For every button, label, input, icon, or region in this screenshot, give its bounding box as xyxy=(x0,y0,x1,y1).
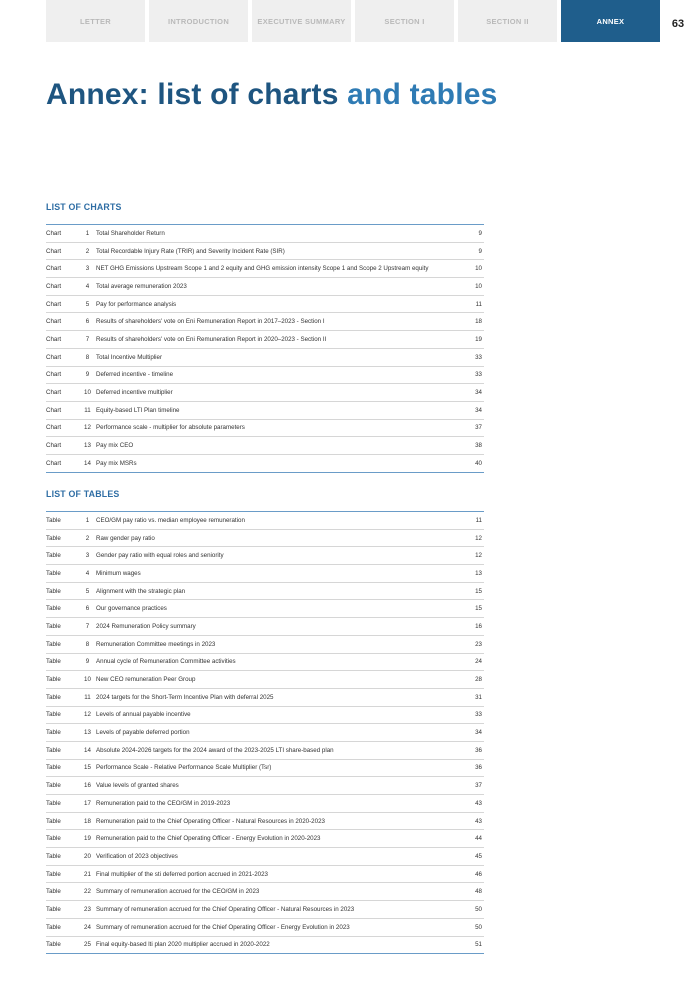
chart-list-row[interactable] xyxy=(46,402,484,420)
chart-list-row[interactable] xyxy=(46,260,484,278)
item-number: 15 xyxy=(84,764,91,772)
item-description: Results of shareholders' vote on Eni Remuneration Report in 2017–2023 - Section I xyxy=(96,318,325,326)
item-number: 25 xyxy=(84,941,91,949)
item-description: Total Recordable Injury Rate (TRIR) and Severity Incident Rate (SIR) xyxy=(96,247,285,255)
item-number: 9 xyxy=(85,371,90,379)
item-description: Final multiplier of the sti deferred portion accrued in 2021-2023 xyxy=(96,870,268,878)
item-number: 11 xyxy=(84,693,91,701)
chart-list-row[interactable] xyxy=(46,384,484,402)
item-number: 8 xyxy=(85,640,90,648)
item-page: 43 xyxy=(475,817,482,825)
item-type: Table xyxy=(46,782,61,790)
table-list-row[interactable] xyxy=(46,547,484,565)
table-list-row[interactable] xyxy=(46,600,484,618)
item-page: 12 xyxy=(475,552,482,560)
item-number: 9 xyxy=(85,658,90,666)
chart-list-row[interactable] xyxy=(46,313,484,331)
item-number: 3 xyxy=(85,265,90,273)
chart-list-row[interactable] xyxy=(46,243,484,261)
item-number: 18 xyxy=(84,817,91,825)
table-list-row[interactable] xyxy=(46,671,484,689)
item-page: 34 xyxy=(475,729,482,737)
item-number: 7 xyxy=(85,622,90,630)
item-page: 37 xyxy=(475,782,482,790)
item-description: Remuneration paid to the Chief Operating Officer - Natural Resources in 2020-2023 xyxy=(96,817,325,825)
item-type: Chart xyxy=(46,282,62,290)
table-list-row[interactable] xyxy=(46,530,484,548)
item-page: 36 xyxy=(475,764,482,772)
chart-list-row[interactable] xyxy=(46,296,484,314)
item-description: Pay mix MSRs xyxy=(96,459,137,467)
tab-section-2[interactable]: SECTION II xyxy=(458,0,557,42)
item-number: 5 xyxy=(85,587,90,595)
item-page: 9 xyxy=(478,229,482,237)
item-type: Table xyxy=(46,835,61,843)
item-page: 34 xyxy=(475,389,482,397)
item-description: Total Incentive Multiplier xyxy=(96,353,163,361)
item-type: Table xyxy=(46,941,61,949)
item-description: Results of shareholders' vote on Eni Remuneration Report in 2020–2023 - Section II xyxy=(96,335,327,343)
item-type: Table xyxy=(46,569,61,577)
item-page: 33 xyxy=(475,371,482,379)
item-description: Final equity-based lti plan 2020 multiplier accrued in 2020-2022 xyxy=(96,941,270,949)
item-description: Total average remuneration 2023 xyxy=(96,282,187,290)
item-description: Summary of remuneration accrued for the Chief Operating Officer - Natural Resources in 2023 xyxy=(96,905,355,913)
tables-heading: LIST OF TABLES xyxy=(46,489,120,499)
item-type: Table xyxy=(46,870,61,878)
item-description: Remuneration paid to the CEO/GM in 2019-2023 xyxy=(96,799,231,807)
item-page: 44 xyxy=(475,835,482,843)
page-title xyxy=(46,78,498,112)
item-description: Summary of remuneration accrued for the Chief Operating Officer - Energy Evolution in 2023 xyxy=(96,923,350,931)
item-page: 50 xyxy=(475,923,482,931)
item-number: 14 xyxy=(84,746,91,754)
item-description: Raw gender pay ratio xyxy=(96,534,155,542)
item-type: Table xyxy=(46,852,61,860)
item-number: 21 xyxy=(84,870,91,878)
item-page: 11 xyxy=(475,516,482,524)
item-page: 33 xyxy=(475,711,482,719)
item-type: Table xyxy=(46,640,61,648)
item-description: Levels of annual payable incentive xyxy=(96,711,191,719)
item-type: Table xyxy=(46,605,61,613)
table-list-row[interactable] xyxy=(46,866,484,884)
item-type: Chart xyxy=(46,424,62,432)
chart-list-row[interactable] xyxy=(46,437,484,455)
item-type: Table xyxy=(46,693,61,701)
item-description: Equity-based LTI Plan timeline xyxy=(96,406,180,414)
table-list-row[interactable] xyxy=(46,919,484,937)
item-type: Chart xyxy=(46,406,62,414)
table-list-row[interactable] xyxy=(46,813,484,831)
chart-list-row[interactable] xyxy=(46,420,484,438)
item-type: Table xyxy=(46,516,61,524)
item-type: Table xyxy=(46,658,61,666)
item-page: 50 xyxy=(475,905,482,913)
item-number: 23 xyxy=(84,905,91,913)
item-description: Annual cycle of Remuneration Committee activities xyxy=(96,658,236,666)
item-number: 4 xyxy=(85,282,90,290)
item-page: 15 xyxy=(475,587,482,595)
item-type: Table xyxy=(46,817,61,825)
table-list-row[interactable] xyxy=(46,689,484,707)
item-page: 37 xyxy=(475,424,482,432)
item-description: Absolute 2024-2026 targets for the 2024 award of the 2023-2025 LTI share-based plan xyxy=(96,746,334,754)
item-description: Pay mix CEO xyxy=(96,442,134,450)
item-page: 33 xyxy=(475,353,482,361)
chart-list-row[interactable] xyxy=(46,349,484,367)
item-page: 18 xyxy=(475,318,482,326)
item-page: 36 xyxy=(475,746,482,754)
page-number: 63 xyxy=(671,18,685,30)
section-tabs xyxy=(46,0,660,42)
item-type: Chart xyxy=(46,229,62,237)
charts-heading: LIST OF CHARTS xyxy=(46,202,122,212)
item-description: Gender pay ratio with equal roles and seniority xyxy=(96,552,224,560)
item-page: 9 xyxy=(478,247,482,255)
item-page: 43 xyxy=(475,799,482,807)
item-number: 13 xyxy=(84,729,91,737)
item-description: Minimum wages xyxy=(96,569,141,577)
item-type: Table xyxy=(46,888,61,896)
item-description: Deferred incentive - timeline xyxy=(96,371,174,379)
item-number: 16 xyxy=(84,782,91,790)
page-title-accent: and tables xyxy=(347,78,498,111)
item-type: Table xyxy=(46,676,61,684)
chart-list-row[interactable] xyxy=(46,455,484,472)
table-list-row[interactable] xyxy=(46,724,484,742)
item-page: 19 xyxy=(475,335,482,343)
charts-section xyxy=(46,200,484,473)
item-type: Chart xyxy=(46,247,62,255)
item-number: 6 xyxy=(85,318,90,326)
item-page: 10 xyxy=(475,265,482,273)
table-list-row[interactable] xyxy=(46,883,484,901)
item-type: Chart xyxy=(46,389,62,397)
item-description: Alignment with the strategic plan xyxy=(96,587,186,595)
item-description: Performance scale - multiplier for absolute parameters xyxy=(96,424,245,432)
charts-list xyxy=(46,224,484,473)
chart-list-row[interactable] xyxy=(46,278,484,296)
item-number: 5 xyxy=(85,300,90,308)
item-page: 40 xyxy=(475,459,482,467)
item-number: 3 xyxy=(85,552,90,560)
chart-list-row[interactable] xyxy=(46,367,484,385)
item-type: Table xyxy=(46,711,61,719)
item-description: 2024 Remuneration Policy summary xyxy=(96,622,196,630)
item-number: 17 xyxy=(84,799,91,807)
table-list-row[interactable] xyxy=(46,512,484,530)
item-type: Chart xyxy=(46,300,62,308)
item-description: Summary of remuneration accrued for the CEO/GM in 2023 xyxy=(96,888,260,896)
table-list-row[interactable] xyxy=(46,636,484,654)
chart-list-row[interactable] xyxy=(46,225,484,243)
item-description: 2024 targets for the Short-Term Incentive Plan with deferral 2025 xyxy=(96,693,274,701)
item-type: Table xyxy=(46,552,61,560)
item-description: Deferred incentive multiplier xyxy=(96,389,173,397)
table-list-row[interactable] xyxy=(46,618,484,636)
table-list-row[interactable] xyxy=(46,707,484,725)
item-number: 11 xyxy=(84,406,91,414)
table-list-row[interactable] xyxy=(46,830,484,848)
item-description: Remuneration Committee meetings in 2023 xyxy=(96,640,216,648)
item-type: Chart xyxy=(46,335,62,343)
item-number: 20 xyxy=(84,852,91,860)
item-number: 10 xyxy=(84,389,91,397)
item-page: 16 xyxy=(475,622,482,630)
item-description: Verification of 2023 objectives xyxy=(96,852,178,860)
item-type: Chart xyxy=(46,371,62,379)
item-page: 34 xyxy=(475,406,482,414)
tables-list xyxy=(46,511,484,954)
item-number: 24 xyxy=(84,923,91,931)
item-number: 4 xyxy=(85,569,90,577)
item-number: 7 xyxy=(85,335,90,343)
item-description: Value levels of granted shares xyxy=(96,782,179,790)
table-list-row[interactable] xyxy=(46,901,484,919)
item-type: Table xyxy=(46,799,61,807)
item-page: 23 xyxy=(475,640,482,648)
tab-executive-summary[interactable]: EXECUTIVE SUMMARY xyxy=(252,0,351,42)
table-list-row[interactable] xyxy=(46,583,484,601)
item-type: Table xyxy=(46,923,61,931)
item-type: Table xyxy=(46,622,61,630)
table-list-row[interactable] xyxy=(46,742,484,760)
item-number: 22 xyxy=(84,888,91,896)
item-number: 2 xyxy=(85,247,90,255)
item-number: 6 xyxy=(85,605,90,613)
table-list-row[interactable] xyxy=(46,777,484,795)
item-description: Pay for performance analysis xyxy=(96,300,177,308)
table-list-row[interactable] xyxy=(46,565,484,583)
item-type: Chart xyxy=(46,442,62,450)
item-description: CEO/GM pay ratio vs. median employee remuneration xyxy=(96,516,245,524)
item-type: Chart xyxy=(46,318,62,326)
item-page: 12 xyxy=(475,534,482,542)
item-page: 10 xyxy=(475,282,482,290)
item-page: 45 xyxy=(475,852,482,860)
item-description: Levels of payable deferred portion xyxy=(96,729,190,737)
item-number: 8 xyxy=(85,353,90,361)
item-type: Table xyxy=(46,534,61,542)
chart-list-row[interactable] xyxy=(46,331,484,349)
item-type: Table xyxy=(46,587,61,595)
item-type: Chart xyxy=(46,459,62,467)
item-type: Chart xyxy=(46,353,62,361)
item-number: 2 xyxy=(85,534,90,542)
item-type: Table xyxy=(46,729,61,737)
item-description: Performance Scale - Relative Performance Scale Multiplier (Tsr) xyxy=(96,764,272,772)
tab-annex[interactable]: ANNEX xyxy=(561,0,660,42)
item-page: 15 xyxy=(475,605,482,613)
item-description: Total Shareholder Return xyxy=(96,229,165,237)
item-page: 13 xyxy=(475,569,482,577)
item-page: 46 xyxy=(475,870,482,878)
item-description: Remuneration paid to the Chief Operating Officer - Energy Evolution in 2020-2023 xyxy=(96,835,321,843)
item-page: 38 xyxy=(475,442,482,450)
table-list-row[interactable] xyxy=(46,760,484,778)
item-number: 12 xyxy=(84,711,91,719)
item-type: Table xyxy=(46,746,61,754)
table-list-row[interactable] xyxy=(46,848,484,866)
item-page: 51 xyxy=(475,941,482,949)
item-number: 10 xyxy=(84,676,91,684)
item-number: 12 xyxy=(84,424,91,432)
table-list-row[interactable] xyxy=(46,654,484,672)
item-number: 14 xyxy=(84,459,91,467)
item-type: Chart xyxy=(46,265,62,273)
item-description: Our governance practices xyxy=(96,605,167,613)
table-list-row[interactable] xyxy=(46,795,484,813)
item-description: NET GHG Emissions Upstream Scope 1 and 2 equity and GHG emission intensity Scope 1 and Scope 2 Upstream equity xyxy=(96,265,429,273)
tables-section xyxy=(46,487,484,954)
item-page: 11 xyxy=(475,300,482,308)
tab-section-1[interactable]: SECTION I xyxy=(355,0,454,42)
item-number: 13 xyxy=(84,442,91,450)
item-page: 24 xyxy=(475,658,482,666)
page-title-main: Annex: list of charts xyxy=(46,78,339,111)
item-number: 19 xyxy=(84,835,91,843)
item-number: 1 xyxy=(85,516,90,524)
item-description: New CEO remuneration Peer Group xyxy=(96,676,196,684)
item-type: Table xyxy=(46,764,61,772)
item-page: 31 xyxy=(475,693,482,701)
tab-letter[interactable]: LETTER xyxy=(46,0,145,42)
table-list-row[interactable] xyxy=(46,937,484,954)
item-type: Table xyxy=(46,905,61,913)
item-page: 28 xyxy=(475,676,482,684)
item-page: 48 xyxy=(475,888,482,896)
tab-introduction[interactable]: INTRODUCTION xyxy=(149,0,248,42)
item-number: 1 xyxy=(85,229,90,237)
